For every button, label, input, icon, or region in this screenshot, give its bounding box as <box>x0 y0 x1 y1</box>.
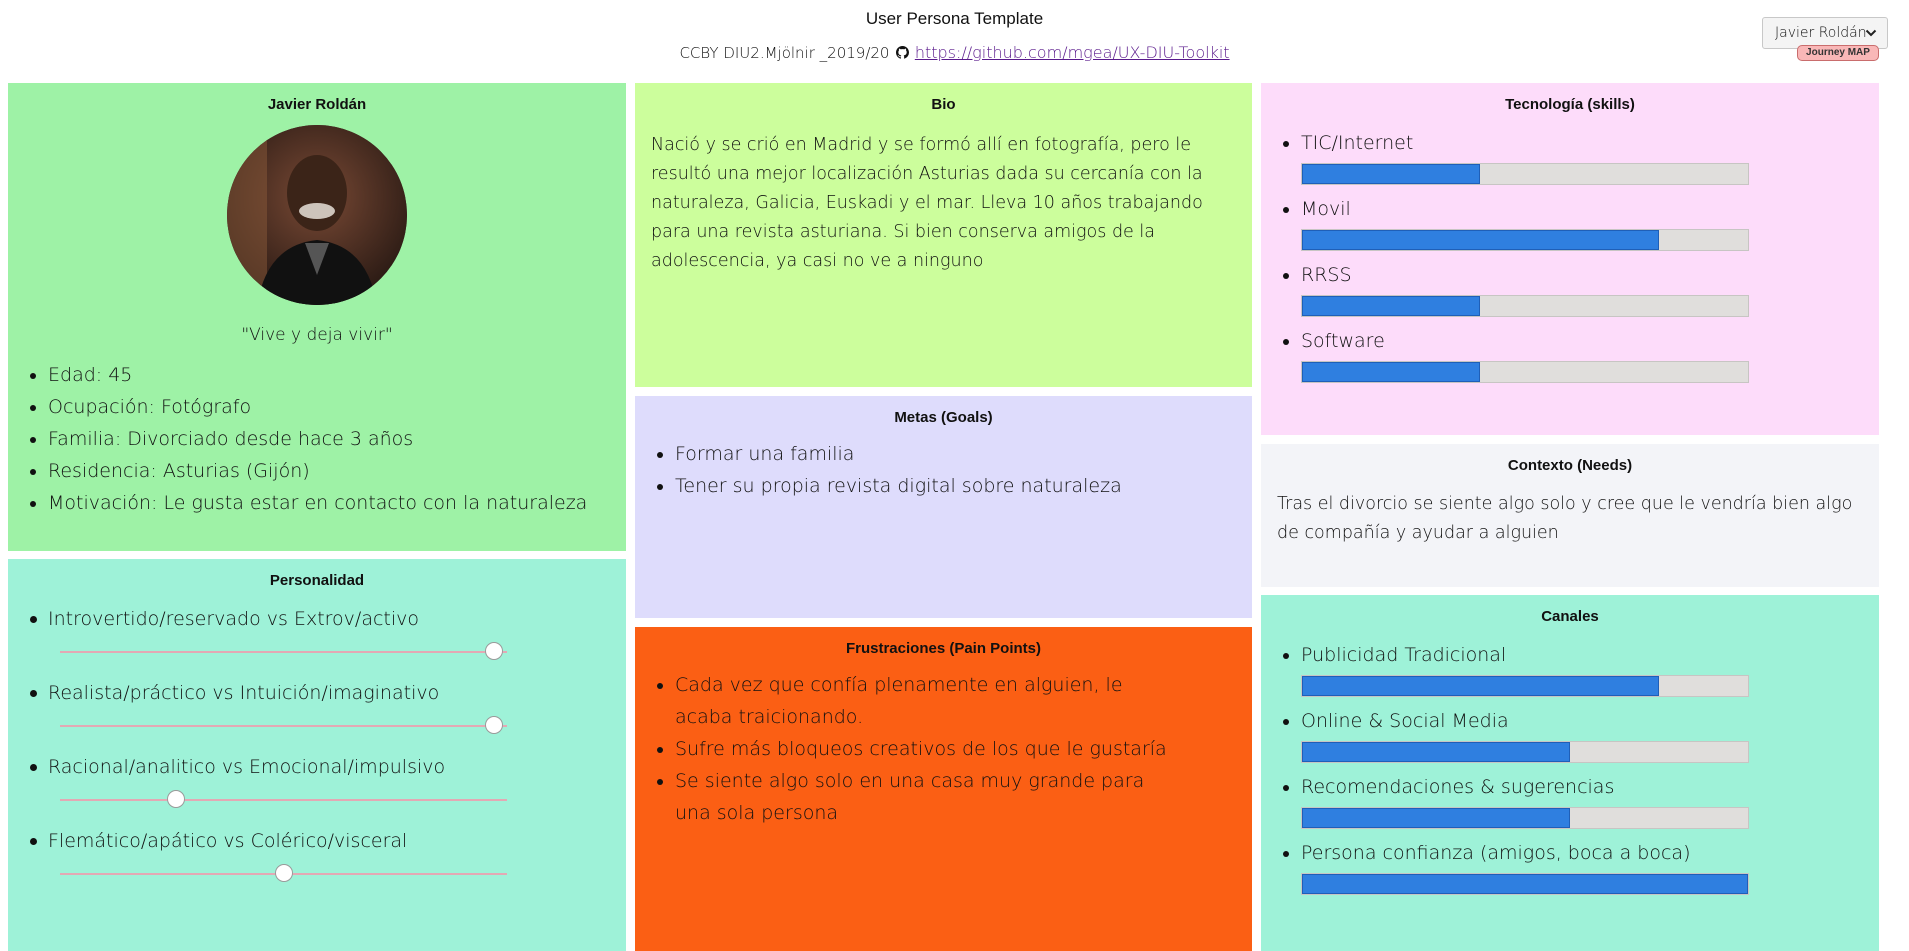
frustration-item: • Sufre más bloqueos creativos de los que le gustaría <box>675 733 1172 765</box>
channel-item-label: • Online & Social Media <box>1301 710 1509 732</box>
page-header <box>0 0 1909 80</box>
profile-card <box>8 83 626 551</box>
personality-trait-label: Realista/práctico vs Intuición/imaginativo <box>26 679 626 707</box>
skill-item-label: • Movil <box>1301 198 1351 220</box>
personality-trait <box>26 605 626 653</box>
progress-bar-fill <box>1302 676 1659 696</box>
skill-item-label: • Software <box>1301 330 1385 352</box>
persona-select-value: Javier Roldán <box>1775 25 1867 41</box>
personality-slider[interactable] <box>60 651 507 653</box>
progress-bar <box>1301 675 1749 697</box>
chevron-down-icon <box>1865 28 1877 38</box>
progress-bar-fill <box>1302 164 1480 184</box>
skill-item <box>1301 193 1879 251</box>
slider-handle[interactable] <box>485 642 503 660</box>
personality-trait <box>26 753 626 801</box>
channel-item <box>1301 837 1879 895</box>
goals-list <box>635 438 1252 502</box>
bullet-icon <box>30 838 37 845</box>
github-icon <box>896 46 909 59</box>
personality-slider[interactable] <box>60 799 507 801</box>
goals-card <box>635 396 1252 618</box>
frustrations-list <box>635 669 1252 829</box>
goal-item: • Formar una familia <box>675 438 1252 470</box>
credits-line <box>0 43 1909 62</box>
profile-detail-item: • Edad: 45 <box>48 359 626 391</box>
repo-link[interactable]: https://github.com/mgea/UX-DIU-Toolkit <box>914 43 1230 62</box>
slider-handle[interactable] <box>167 790 185 808</box>
personality-slider[interactable] <box>60 873 507 875</box>
progress-bar-fill <box>1302 742 1570 762</box>
progress-bar <box>1301 741 1749 763</box>
progress-bar <box>1301 361 1749 383</box>
avatar <box>227 125 407 305</box>
progress-bar <box>1301 295 1749 317</box>
profile-detail-item: • Residencia: Asturias (Gijón) <box>48 455 626 487</box>
personality-trait-label: Introvertido/reservado vs Extrov/activo <box>26 605 626 633</box>
frustrations-card <box>635 627 1252 951</box>
context-card <box>1261 444 1879 587</box>
bio-card <box>635 83 1252 387</box>
journey-map-button[interactable]: Journey MAP <box>1797 45 1879 61</box>
skill-item-label: • TIC/Internet <box>1301 132 1414 154</box>
progress-bar-fill <box>1302 230 1659 250</box>
frustration-item: • Se siente algo solo en una casa muy grande para una sola persona <box>675 765 1172 829</box>
personality-trait <box>26 827 626 875</box>
skill-item <box>1301 259 1879 317</box>
slider-handle[interactable] <box>275 864 293 882</box>
progress-bar-fill <box>1302 362 1480 382</box>
personality-trait <box>26 679 626 727</box>
personality-card <box>8 559 626 951</box>
goals-title: Metas (Goals) <box>894 409 993 426</box>
personality-list <box>8 605 626 875</box>
skills-card <box>1261 83 1879 435</box>
skill-item <box>1301 325 1879 383</box>
channels-title: Canales <box>1541 608 1599 625</box>
personality-title: Personalidad <box>269 572 365 589</box>
skill-item-label: • RRSS <box>1301 264 1352 286</box>
channel-item <box>1301 639 1879 697</box>
progress-bar <box>1301 807 1749 829</box>
bio-title: Bio <box>931 96 956 113</box>
progress-bar-fill <box>1302 296 1480 316</box>
context-title: Contexto (Needs) <box>1507 457 1633 474</box>
persona-name: Javier Roldán <box>267 96 367 113</box>
skills-list <box>1261 127 1879 383</box>
progress-bar <box>1301 229 1749 251</box>
slider-handle[interactable] <box>485 716 503 734</box>
channel-item <box>1301 705 1879 763</box>
goal-item: • Tener su propia revista digital sobre naturaleza <box>675 470 1252 502</box>
profile-detail-item: • Ocupación: Fotógrafo <box>48 391 626 423</box>
persona-quote: "Vive y deja vivir" <box>241 325 393 345</box>
channel-item-label: • Persona confianza (amigos, boca a boca) <box>1301 842 1691 864</box>
progress-bar-fill <box>1302 874 1748 894</box>
context-text: Tras el divorcio se siente algo solo y cree que le vendría bien algo de compañía y ayudar a alguien <box>1277 494 1853 543</box>
profile-detail-item: • Familia: Divorciado desde hace 3 años <box>48 423 626 455</box>
frustration-item: • Cada vez que confía plenamente en alguien, le acaba traicionando. <box>675 669 1172 733</box>
profile-detail-item: • Motivación: Le gusta estar en contacto con la naturaleza <box>48 487 626 519</box>
channel-item-label: • Publicidad Tradicional <box>1301 644 1507 666</box>
personality-slider[interactable] <box>60 725 507 727</box>
skill-item <box>1301 127 1879 185</box>
bullet-icon <box>30 616 37 623</box>
profile-details <box>8 359 626 519</box>
progress-bar <box>1301 163 1749 185</box>
bullet-icon <box>30 764 37 771</box>
channel-item-label: • Recomendaciones & sugerencias <box>1301 776 1615 798</box>
personality-trait-label: Flemático/apático vs Colérico/visceral <box>26 827 626 855</box>
credits-text: CCBY DIU2.Mjölnir _2019/20 <box>679 44 890 62</box>
bio-text: Nació y se crió en Madrid y se formó allí en fotografía, pero le resultó una mejor localización Asturias dada su cercanía con la naturaleza, Galicia, Euskadi y el mar. Lleva 10 años trabajando para una revista asturiana. Si bien conserva amigos de la adolescencia, ya casi no ve a ninguno <box>651 135 1203 271</box>
channels-card <box>1261 595 1879 951</box>
personality-trait-label: Racional/analitico vs Emocional/impulsivo <box>26 753 626 781</box>
page-title: User Persona Template <box>865 9 1044 28</box>
skills-title: Tecnología (skills) <box>1505 96 1635 113</box>
progress-bar <box>1301 873 1749 895</box>
channels-list <box>1261 639 1879 895</box>
frustrations-title: Frustraciones (Pain Points) <box>845 640 1042 657</box>
bullet-icon <box>30 690 37 697</box>
channel-item <box>1301 771 1879 829</box>
progress-bar-fill <box>1302 808 1570 828</box>
